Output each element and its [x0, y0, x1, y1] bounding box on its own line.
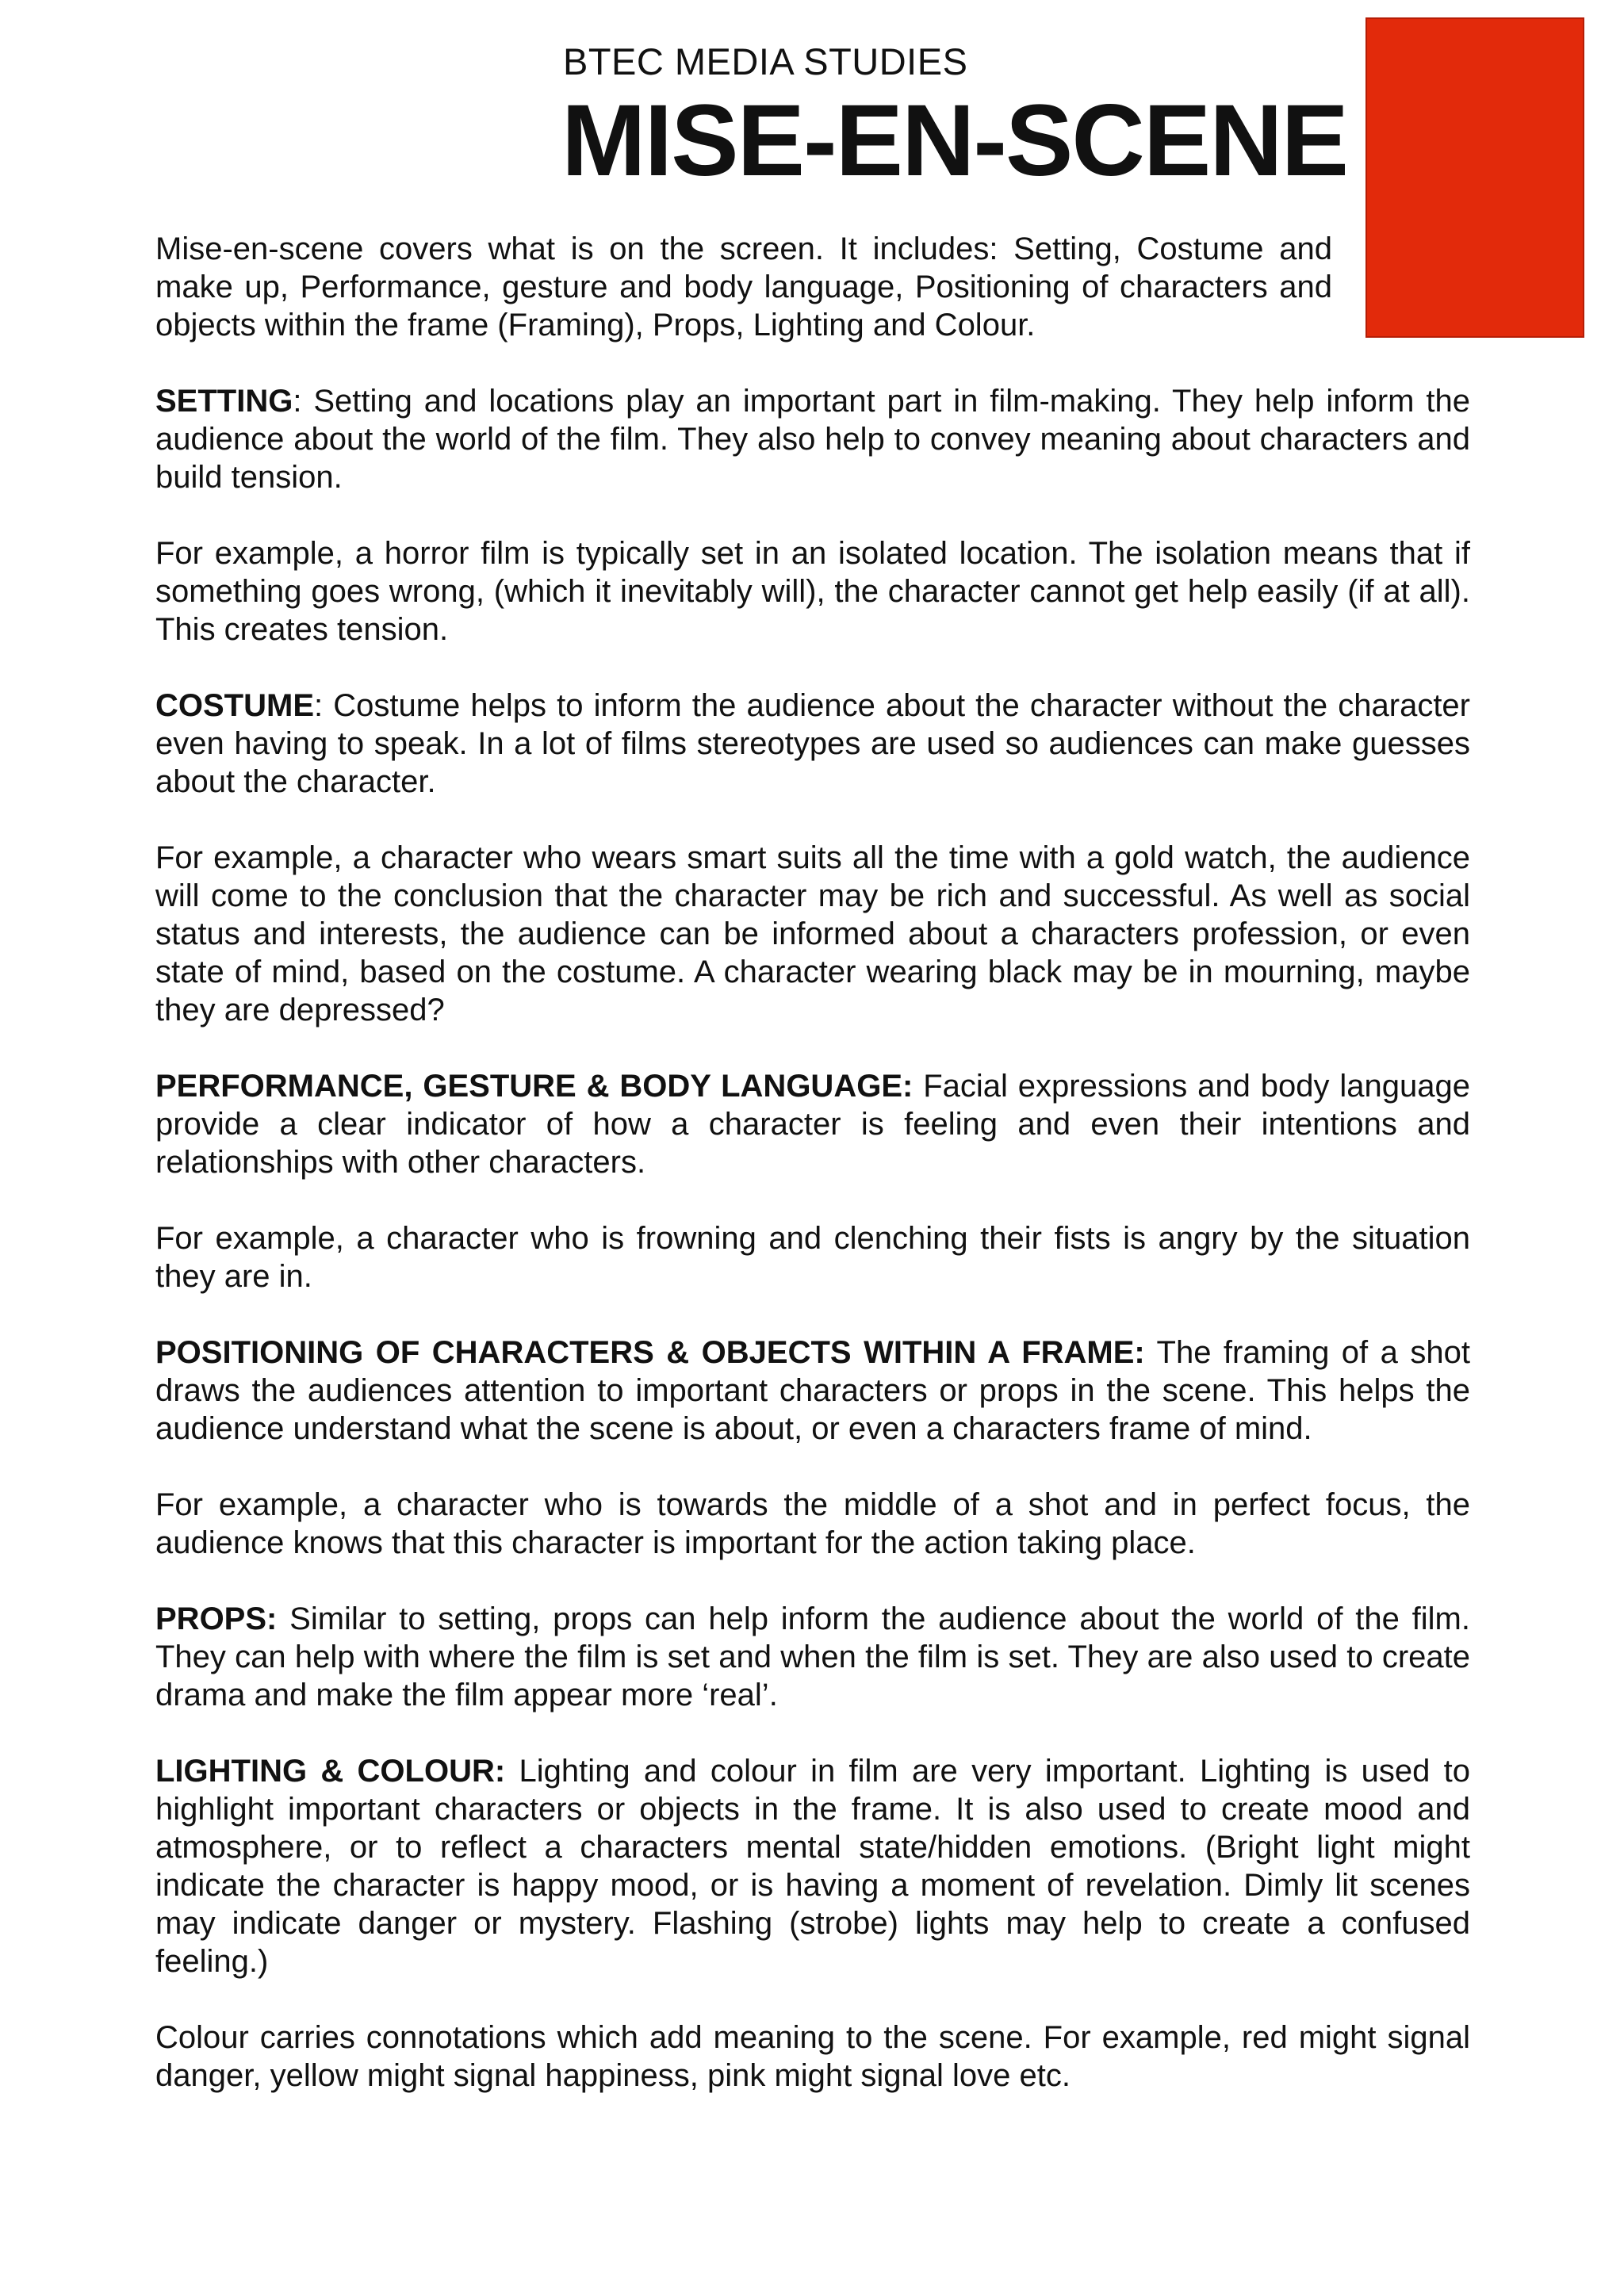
document-body — [155, 230, 1470, 2133]
positioning-paragraph — [155, 1334, 1470, 1448]
costume-paragraph — [155, 687, 1470, 801]
page-title: MISE-EN-SCENE — [561, 84, 1347, 197]
costume-example: For example, a character who wears smart suits all the time with a gold watch, the audience will come to the conclusion that the character may be rich and successful. As well as social status and interests, the audience can be informed about a characters profession, or even state of mind, based on the costume. A character wearing black may be in mourning, maybe they are depressed? — [155, 840, 1470, 1027]
positioning-text: The framing of a shot draws the audiences attention to important characters or props in the scene. This helps the audience understand what the scene is about, or even a characters frame of mind. — [155, 1335, 1471, 1446]
intro-paragraph: Mise-en-scene covers what is on the screen. It includes: Setting, Costume and make up, Performance, gesture and body language, Positioning of characters and objects within the frame (Framing), Props, Lighting and Colour. — [155, 232, 1332, 342]
setting-heading: SETTING — [155, 384, 293, 419]
setting-text: : Setting and locations play an important part in film-making. They help inform the audience about the world of the film. They also help to convey meaning about characters and build tension. — [155, 384, 1470, 495]
performance-example: For example, a character who is frowning and clenching their fists is angry by the situation they are in. — [155, 1221, 1470, 1294]
positioning-example: For example, a character who is towards the middle of a shot and in perfect focus, the audience knows that this character is important for the action taking place. — [155, 1487, 1470, 1560]
setting-paragraph — [155, 382, 1470, 496]
costume-text: : Costume helps to inform the audience about the character without the character even having to speak. In a lot of films stereotypes are used so audiences can make guesses about the character. — [155, 688, 1470, 799]
positioning-heading: POSITIONING OF CHARACTERS & OBJECTS WITHIN A FRAME: — [155, 1335, 1145, 1370]
setting-example: For example, a horror film is typically set in an isolated location. The isolation means that if something goes wrong, (which it inevitably will), the character cannot get help easily (if at all). This creates tension. — [155, 536, 1470, 647]
lighting-heading: LIGHTING & COLOUR: — [155, 1754, 506, 1789]
lighting-text: Lighting and colour in film are very important. Lighting is used to highlight important characters or objects in the frame. It is also used to create mood and atmosphere, or to reflect a characters mental state/hidden emotions. (Bright light might indicate the character is happy mood, or is having a moment of revelation. Dimly lit scenes may indicate danger or mystery. Flashing (strobe) lights may help to create a confused feeling.) — [155, 1754, 1470, 1979]
props-paragraph — [155, 1600, 1470, 1714]
performance-heading: PERFORMANCE, GESTURE & BODY LANGUAGE: — [155, 1069, 914, 1104]
page-subtitle: BTEC MEDIA STUDIES — [563, 40, 968, 82]
props-heading: PROPS: — [155, 1601, 278, 1636]
props-text: Similar to setting, props can help inform the audience about the world of the film. They can help with where the film is set and when the film is set. They are also used to create drama and make the film appear more ‘real’. — [155, 1601, 1470, 1712]
performance-paragraph — [155, 1067, 1470, 1181]
costume-heading: COSTUME — [155, 688, 314, 723]
lighting-paragraph — [155, 1752, 1470, 1980]
colour-paragraph: Colour carries connotations which add meaning to the scene. For example, red might signal danger, yellow might signal happiness, pink might signal love etc. — [155, 2020, 1470, 2093]
performance-text: Facial expressions and body language provide a clear indicator of how a character is feeling and even their intentions and relationships with other characters. — [155, 1069, 1471, 1180]
